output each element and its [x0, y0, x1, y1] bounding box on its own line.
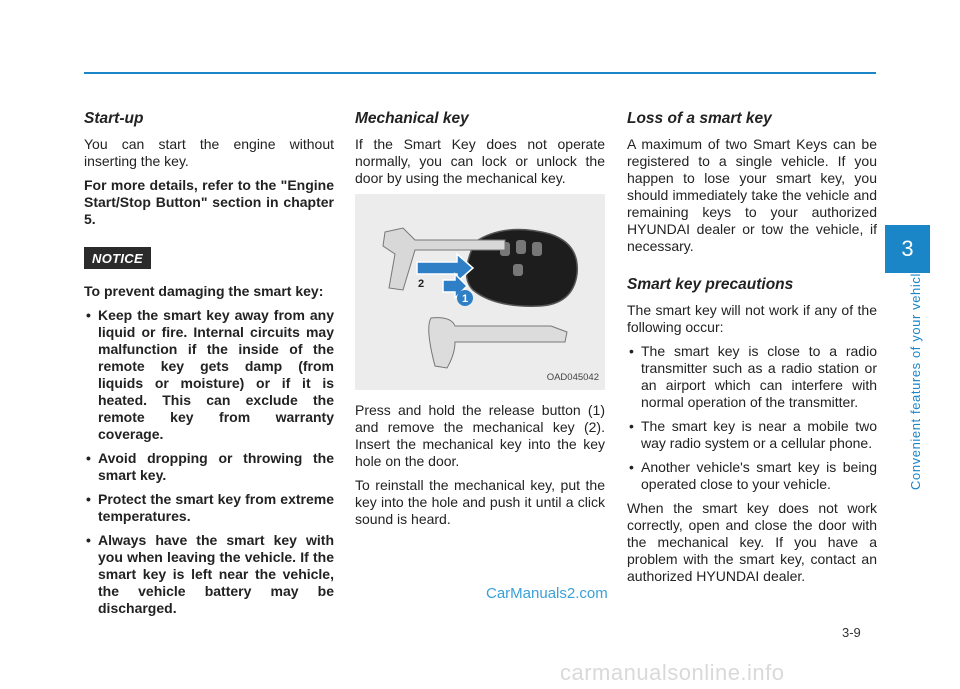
mechanical-key-heading: Mechanical key — [355, 110, 469, 127]
notice-item: • Keep the smart key away from any liquid or fire. Internal circuits may malfunction if the inside of the remote key gets damp (from liquids or moisture) or if it is heated. This can exclude the remote key from warranty coverage. — [84, 307, 334, 443]
mechanical-key-para-2: To reinstall the mechanical key, put the key into the hole and push it until a click sound is heard. — [355, 477, 605, 527]
startup-heading: Start-up — [84, 110, 144, 127]
pull-arrow — [417, 254, 473, 282]
precaution-item: • The smart key is close to a radio transmitter such as a radio station or an airport which can interfere with normal operation of the transmitter. — [627, 343, 877, 411]
precautions-closing: When the smart key does not work correctly, open and close the door with the mechanical key. If you have a problem with the smart key, contact an authorized HYUNDAI dealer. — [627, 500, 877, 584]
callout-1: 1 — [461, 293, 469, 305]
startup-reference: For more details, refer to the "Engine Start/Stop Button" section in chapter 5. — [84, 177, 334, 227]
loss-heading: Loss of a smart key — [627, 110, 772, 127]
column-middle — [355, 110, 605, 535]
precautions-list — [627, 343, 877, 493]
top-rule — [84, 72, 876, 74]
notice-list — [84, 307, 334, 617]
callout-2: 2 — [417, 278, 425, 290]
notice-item: • Protect the smart key from extreme temperatures. — [84, 491, 334, 525]
precaution-item: • The smart key is near a mobile two way radio system or a cellular phone. — [627, 418, 877, 452]
loss-text: A maximum of two Smart Keys can be registered to a single vehicle. If you happen to lose your smart key, you should immediately take the vehicle and remaining keys to your authorized HYUNDAI dealer or tow the vehicle, if necessary. — [627, 136, 877, 254]
smart-key-illustration — [355, 194, 605, 390]
precaution-item: • Another vehicle's smart key is being operated close to your vehicle. — [627, 459, 877, 493]
notice-item: • Avoid dropping or throwing the smart key. — [84, 450, 334, 484]
chapter-tab: 3 — [885, 225, 930, 273]
figure-code: OAD045042 — [546, 372, 599, 383]
fob-button-4 — [513, 264, 523, 276]
notice-label: NOTICE — [84, 247, 151, 269]
page-number: 3-9 — [842, 625, 861, 640]
fob-button-3 — [532, 242, 542, 256]
notice-intro: To prevent damaging the smart key: — [84, 283, 324, 299]
chapter-title: Convenient features of your vehicle — [908, 265, 923, 490]
column-left — [84, 110, 334, 624]
fob-button-2 — [516, 240, 526, 254]
precautions-intro: The smart key will not work if any of the following occur: — [627, 302, 877, 335]
startup-text: You can start the engine without inserting the key. — [84, 136, 334, 169]
watermark-carmanuals2[interactable]: CarManuals2.com — [486, 585, 608, 602]
mechanical-key-intro: If the Smart Key does not operate normally, you can lock or unlock the door by using the mechanical key. — [355, 136, 605, 186]
notice-item: • Always have the smart key with you when leaving the vehicle. If the smart key is left near the vehicle, the vehicle battery may be discharged. — [84, 532, 334, 617]
loose-mechanical-key — [429, 318, 567, 368]
smart-key-figure — [355, 194, 605, 390]
precautions-heading: Smart key precautions — [627, 276, 794, 293]
watermark-carmanualsonline[interactable]: carmanualsonline.info — [560, 660, 785, 685]
mechanical-key-para-1: Press and hold the release button (1) and remove the mechanical key (2). Insert the mechanical key into the key hole on the door. — [355, 402, 605, 469]
column-right — [627, 110, 877, 592]
